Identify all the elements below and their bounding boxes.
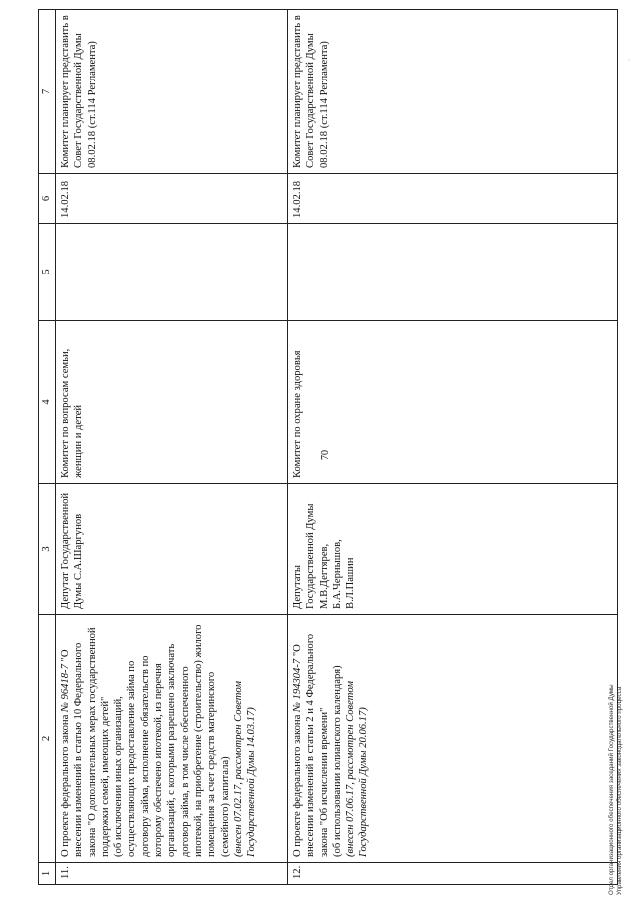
bill-cell [56,615,288,863]
date-cell: 14.02.18 [56,174,288,224]
bill-number: № 96418-7 [60,664,71,713]
row-number: 12. [288,863,618,885]
footer-line-2: Управления организационного обеспечения законодательного процесса [616,686,623,895]
footer-line-1: Отдел организационного обеспечения заседаний Государственной Думы [608,684,615,895]
column-header: 7 [39,10,56,174]
column-header: 6 [39,174,56,224]
bills-table [38,9,618,885]
committee-cell: Комитет по охране здоровья [288,321,618,484]
page-number: 70 [320,450,331,460]
row-number: 11. [56,863,288,885]
col5-cell [288,224,618,321]
bill-title: "О внесении изменений в статью 10 Федерального закона "О дополнительных мерах государственной поддержки семей, имеющих детей" [60,627,111,857]
bill-title: "О внесении изменений в статьи 2 и 4 Федерального закона "Об исчислении времени" [292,633,330,857]
bill-cell [288,615,618,863]
agenda-sheet [38,10,620,885]
date-cell: 14.02.18 [288,174,618,224]
bill-note: (внесен 07.06.17, рассмотрен Советом Государственной Думы 20.06.17) [345,681,370,857]
bill-title-prefix: О проекте федерального закона [292,712,303,857]
plan-cell: Комитет планирует представить в Совет Государственной Думы 08.02.18 (ст.114 Регламента) [288,10,618,174]
bill-description: (об исключении иных организаций, осуществляющих предоставление займа по договору займа, исполнение обязательств по которому обеспечено ипотекой, из перечня организаций, с которыми разрешено заключать договор займа, в том числе обеспеченного ипотекой, на приобретение (строительство) жилого помещения за счет средств материнского (семейного) капитала) [113,624,231,857]
corner-mark: · [628,58,630,64]
table-row [288,10,618,885]
column-header: 3 [39,484,56,615]
table-row [56,10,288,885]
bill-note: (внесен 07.02.17, рассмотрен Советом Государственной Думы 14.03.17) [232,681,258,857]
column-header: 1 [39,863,56,885]
plan-cell: Комитет планирует представить в Совет Государственной Думы 08.02.18 (ст.114 Регламента) [56,10,288,174]
committee-cell: Комитет по вопросам семьи, женщин и детей [56,321,288,484]
bill-number: № 194304-7 [292,658,303,713]
footer [608,435,640,895]
initiator-cell: Депутат Государственной Думы С.А.Шаргунов [56,484,288,615]
col5-cell [56,224,288,321]
bill-description: (об использовании юлианского календаря) [331,665,343,857]
table-header-row [39,10,56,885]
column-header: 5 [39,224,56,321]
bill-title-prefix: О проекте федерального закона [60,712,71,857]
initiator-cell: Депутаты Государственной Думы М.В.Дегтярев, Б.А.Чернышов, В.Л.Пашин [288,484,618,615]
column-header: 2 [39,615,56,863]
column-header: 4 [39,321,56,484]
